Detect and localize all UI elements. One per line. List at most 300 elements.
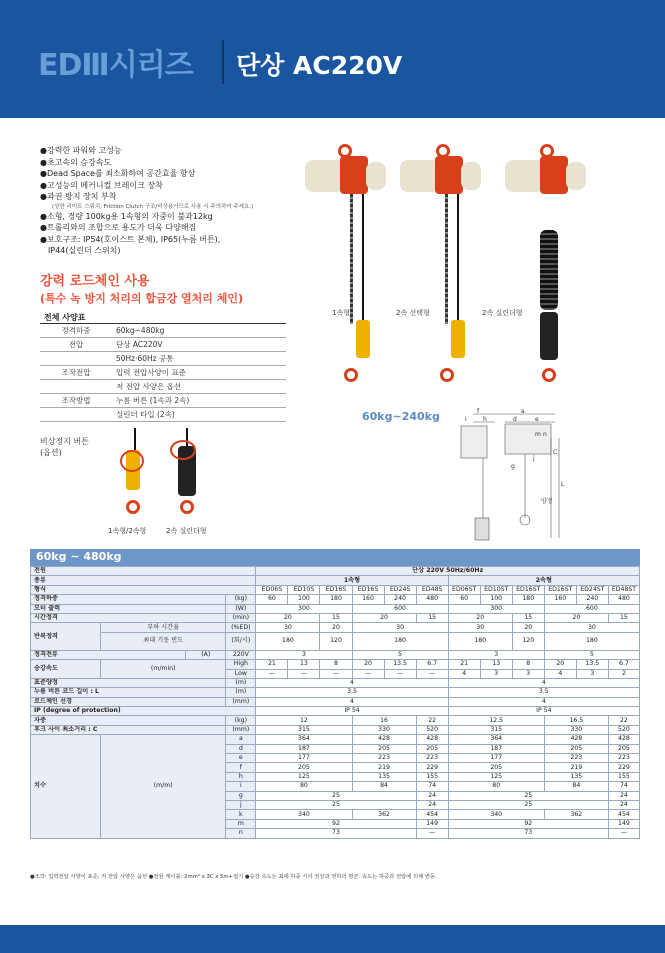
cell: 340 <box>256 810 352 819</box>
cell: 21 <box>448 660 480 669</box>
cell: 8 <box>512 660 544 669</box>
row-label: 전원 <box>31 567 256 576</box>
feature-item: ●고성능의 메커니컬 브레이크 장착 <box>40 180 163 190</box>
cell: 60 <box>448 595 480 604</box>
feature-item: ●과권 방지 장치 부착 <box>40 192 117 201</box>
spec-value: 저 전압 사양은 옵션 <box>112 380 286 394</box>
cell: 480 <box>608 595 639 604</box>
cell: 13 <box>288 660 320 669</box>
cell: 100 <box>288 595 320 604</box>
spec-key: 전압 <box>40 338 112 352</box>
cell: 600 <box>352 604 448 613</box>
hoist-body <box>305 160 345 192</box>
cell: 3 <box>256 650 352 659</box>
row-label: 정격전류 <box>31 650 186 659</box>
table-row <box>31 707 640 716</box>
cell: 60 <box>256 595 288 604</box>
cell: 3.5 <box>448 688 639 697</box>
cell: 315 <box>256 725 352 734</box>
cell: 80 <box>256 782 352 791</box>
cell: 15 <box>320 613 352 622</box>
estop-subtitle: (옵션) <box>40 448 62 457</box>
cell: 30 <box>256 623 320 632</box>
cell: 74 <box>608 782 639 791</box>
spec-key: 정격하중 <box>40 324 112 338</box>
spec-key <box>40 352 112 366</box>
spec-title: 전체 사양표 <box>44 313 86 322</box>
series-title: EDⅢ시리즈 <box>38 48 193 83</box>
product-caption: 2속 선택형 <box>396 309 430 317</box>
cell: 229 <box>608 763 639 772</box>
cell: 454 <box>608 810 639 819</box>
cell: 362 <box>544 810 608 819</box>
pendant-icon <box>451 320 465 358</box>
cell: 단상 220V 50Hz/60Hz <box>256 567 640 576</box>
cell: 73 <box>448 829 608 838</box>
table-row <box>31 716 640 725</box>
spec-main-table <box>30 566 640 839</box>
product-caption: 1속형 <box>332 309 350 317</box>
sub-label: 최대 기동 빈도 <box>101 632 226 650</box>
cell: 180 <box>352 632 448 650</box>
cell: 205 <box>352 744 416 753</box>
estop-title <box>40 436 89 458</box>
cell: 300 <box>256 604 352 613</box>
unit: (kg) <box>226 595 256 604</box>
cell: 24 <box>608 800 639 809</box>
sub-label: Low <box>226 669 256 678</box>
cell: 84 <box>544 782 608 791</box>
table-row <box>31 604 640 613</box>
cell: 428 <box>544 735 608 744</box>
cell: 22 <box>416 716 448 725</box>
cell: 125 <box>256 772 352 781</box>
coil-cord <box>540 230 558 310</box>
cell: 20 <box>256 613 320 622</box>
table-row <box>31 688 640 697</box>
pendant-cable <box>457 194 459 324</box>
spec-value: 60kg~480kg <box>112 324 286 338</box>
header-divider <box>222 40 224 84</box>
sub-label: 부하 시간율 <box>101 623 226 632</box>
row-label: 반복정격 <box>31 623 101 650</box>
cell: ED24S <box>384 585 416 594</box>
cell: 177 <box>256 754 352 763</box>
row-label: 후크 사이 최소거리 : C <box>31 725 226 734</box>
feature-item: ●초고속의 승강속도 <box>40 157 112 167</box>
unit: (kg) <box>226 716 256 725</box>
cell: 362 <box>352 810 416 819</box>
table-band-label: 60kg ~ 480kg <box>36 550 122 563</box>
cell: 135 <box>352 772 416 781</box>
cell: 3 <box>512 669 544 678</box>
hoist-motor <box>435 156 463 194</box>
cell: 15 <box>512 613 544 622</box>
cell: — <box>320 669 352 678</box>
cell: 6.7 <box>416 660 448 669</box>
table-row <box>31 678 640 687</box>
sub-label: m <box>226 819 256 828</box>
dimension-diagram <box>425 408 565 543</box>
estop-caption: 2속 실린더형 <box>166 527 207 535</box>
cell: 428 <box>416 735 448 744</box>
diagram-label: j <box>533 455 535 462</box>
cell: ED10ST <box>480 585 512 594</box>
cell: 12.5 <box>448 716 544 725</box>
cell: 180 <box>320 595 352 604</box>
cell: 4 <box>448 669 480 678</box>
cell: 330 <box>352 725 416 734</box>
sub-label: j <box>226 800 256 809</box>
sub-label: n <box>226 829 256 838</box>
cell: 84 <box>352 782 416 791</box>
hoist-body <box>461 162 481 190</box>
cell: — <box>416 669 448 678</box>
cell: 229 <box>416 763 448 772</box>
row-label: 누름 버튼 코드 길이 : L <box>31 688 226 697</box>
estop-highlight <box>120 450 144 472</box>
unit: (회/시) <box>226 632 256 650</box>
cell: 125 <box>448 772 544 781</box>
row-label: 종류 <box>31 576 256 585</box>
cell: 13 <box>480 660 512 669</box>
cell: 20 <box>352 660 384 669</box>
cell: — <box>384 669 416 678</box>
table-row <box>31 567 640 576</box>
cell: 155 <box>416 772 448 781</box>
cell: 187 <box>448 744 544 753</box>
cell: 12 <box>256 716 352 725</box>
cell: ED24ST <box>576 585 608 594</box>
cell: 74 <box>416 782 448 791</box>
cell: 20 <box>544 660 576 669</box>
cell: 160 <box>352 595 384 604</box>
cell: 428 <box>352 735 416 744</box>
diagram-label: C <box>553 449 558 456</box>
cell: 3 <box>480 669 512 678</box>
row-label: 표준양정 <box>31 678 226 687</box>
hoist-motor <box>340 156 368 194</box>
chain-subtitle: (특수 녹 방지 처리의 합금강 열처리 체인) <box>40 292 244 305</box>
feature-note: (상한 리미트 스위치, Friction Clutch 구조/비상용이므로 사용 시 주의하여 주세요.) <box>52 203 254 210</box>
table-row <box>31 613 640 622</box>
row-label: 승강속도 <box>31 660 101 679</box>
diagram-label: L <box>561 481 565 488</box>
sub-label: a <box>226 735 256 744</box>
sub-label: k <box>226 810 256 819</box>
cell: ED06ST <box>448 585 480 594</box>
feature-list <box>40 145 305 257</box>
unit: (A) <box>186 650 226 659</box>
cell: 240 <box>576 595 608 604</box>
cell: 24 <box>416 800 448 809</box>
hoist-body <box>366 162 386 190</box>
cylinder-switch <box>540 312 558 360</box>
cell: 13.5 <box>384 660 416 669</box>
cell: IP 54 <box>256 707 448 716</box>
hook-icon <box>542 368 556 382</box>
page-title: 단상 AC220V <box>236 51 403 80</box>
cell: 205 <box>256 763 352 772</box>
row-label: 모터 출력 <box>31 604 226 613</box>
unit: (m) <box>226 688 256 697</box>
feature-item: ●보호구조: IP54(호이스트 본체), IP65(누름 버튼), <box>40 234 221 244</box>
cell: 5 <box>544 650 639 659</box>
table-row <box>31 660 640 669</box>
cell: 135 <box>544 772 608 781</box>
cell: 4 <box>256 678 448 687</box>
cell: 3 <box>448 650 544 659</box>
diagram-label: e <box>535 416 539 423</box>
table-row <box>31 585 640 594</box>
cell: 240 <box>384 595 416 604</box>
table-row <box>31 632 640 650</box>
cell: 223 <box>416 754 448 763</box>
cell: 20 <box>320 623 352 632</box>
cell: 205 <box>608 744 639 753</box>
cell: 20 <box>544 613 608 622</box>
estop-title-text: 비상정지 버튼 <box>40 437 89 446</box>
diagram-label: f <box>477 408 480 415</box>
cell: — <box>288 669 320 678</box>
cell: 30 <box>544 623 639 632</box>
cell: ED16S <box>352 585 384 594</box>
cell: 24 <box>416 791 448 800</box>
cell: 4 <box>256 697 448 706</box>
row-label: 로드체인 선경 <box>31 697 226 706</box>
cell: 428 <box>608 735 639 744</box>
pendant-cable <box>134 428 136 452</box>
estop-caption: 1속형/2속형 <box>108 527 147 535</box>
spec-value: 단상 AC220V <box>112 338 286 352</box>
cell: — <box>608 829 639 838</box>
cell: 2 <box>608 669 639 678</box>
chain-title: 강력 로드체인 사용 <box>40 274 150 289</box>
feature-item: IP44(실린더 스위치) <box>48 246 121 255</box>
cell: 315 <box>448 725 544 734</box>
diagram-label: n <box>543 431 547 438</box>
footnote: ●조작: 입력전압 사양이 표준, 저 전압 사양은 옵션 ●전원 케이블: 2mm² x 3C x 5m+접지 ●승강 속도는 최대 하중 시의 권상과 권하의 평균. 속도는 하중과 전압에 의해 변동. <box>30 874 437 880</box>
cell: 480 <box>416 595 448 604</box>
diagram-label: i <box>465 416 467 423</box>
cell: 600 <box>544 604 639 613</box>
cell: 20 <box>352 613 416 622</box>
cell: 155 <box>608 772 639 781</box>
row-label: 치수 <box>31 735 101 838</box>
cell: 92 <box>256 819 416 828</box>
feature-item: ●소형, 경량 100kg용 1속형의 자중이 불과12kg <box>40 211 213 221</box>
load-chain <box>445 194 448 324</box>
cell: ED16ST <box>544 585 576 594</box>
cell: 3.5 <box>256 688 448 697</box>
cell: 15 <box>416 613 448 622</box>
cell: 364 <box>256 735 352 744</box>
row-label: 자중 <box>31 716 226 725</box>
hoist-motor <box>540 156 568 194</box>
cell: 149 <box>416 819 448 828</box>
spec-value: 입력 전압사양이 표준 <box>112 366 286 380</box>
cell: 205 <box>448 763 544 772</box>
cell: 24 <box>608 791 639 800</box>
cell: 15 <box>608 613 639 622</box>
range-label: 60kg~240kg <box>362 410 440 423</box>
spec-key <box>40 380 112 394</box>
product-caption: 2속 실린더형 <box>482 309 523 317</box>
cell: 30 <box>448 623 512 632</box>
cell: 5 <box>352 650 448 659</box>
cell: 25 <box>256 800 416 809</box>
cell: 20 <box>512 623 544 632</box>
hook-icon <box>344 368 358 382</box>
cell: 180 <box>544 632 639 650</box>
cell: ED16S <box>320 585 352 594</box>
cell: 330 <box>544 725 608 734</box>
unit: (min) <box>226 613 256 622</box>
cell: 520 <box>608 725 639 734</box>
cell: 364 <box>448 735 544 744</box>
load-chain <box>350 194 353 324</box>
cell: 223 <box>544 754 608 763</box>
cell: — <box>352 669 384 678</box>
page-footer <box>0 925 665 953</box>
sub-label: f <box>226 763 256 772</box>
feature-item: ●Dead Space를 최소화하여 공간효율 향상 <box>40 169 196 178</box>
pendant-cable <box>362 194 364 324</box>
cell: ED10S <box>288 585 320 594</box>
page-header <box>0 0 665 118</box>
cell: 1속형 <box>256 576 448 585</box>
hook-icon <box>180 500 194 514</box>
diagram-label: d <box>513 416 517 423</box>
cell: 3 <box>576 669 608 678</box>
unit: (mm) <box>226 697 256 706</box>
hoist-body <box>505 160 545 192</box>
table-row <box>31 595 640 604</box>
unit: (%ED) <box>226 623 256 632</box>
cell: 180 <box>448 632 512 650</box>
cell: 100 <box>480 595 512 604</box>
hoist-body <box>400 160 440 192</box>
cell: 219 <box>352 763 416 772</box>
cell: 4 <box>448 697 639 706</box>
table-row <box>31 623 640 632</box>
hoist-body <box>566 162 586 190</box>
cell: 20 <box>448 613 512 622</box>
spec-key: 조작방법 <box>40 394 112 408</box>
cell: ED48S <box>416 585 448 594</box>
table-row <box>31 697 640 706</box>
sub-label: 220V <box>226 650 256 659</box>
diagram-label: g <box>511 463 515 470</box>
row-label: 정격하중 <box>31 595 226 604</box>
spec-key <box>40 408 112 422</box>
cell: 13.5 <box>576 660 608 669</box>
spec-value: 50Hz·60Hz 공통 <box>112 352 286 366</box>
diagram-label: m <box>535 431 541 438</box>
sub-label: e <box>226 754 256 763</box>
cell: 4 <box>448 678 639 687</box>
sub-label: g <box>226 791 256 800</box>
cell: 25 <box>448 800 608 809</box>
cell: — <box>416 829 448 838</box>
cell: 30 <box>352 623 448 632</box>
cell: 160 <box>544 595 576 604</box>
cell: 21 <box>256 660 288 669</box>
row-label: 시간정격 <box>31 613 226 622</box>
row-label: 형식 <box>31 585 256 594</box>
sub-label: d <box>226 744 256 753</box>
sub-label: h <box>226 772 256 781</box>
cell: 73 <box>256 829 416 838</box>
table-row <box>31 735 640 744</box>
row-label: IP (degree of protection) <box>31 707 256 716</box>
cell: 92 <box>448 819 608 828</box>
cell: 180 <box>512 595 544 604</box>
hook-icon <box>126 500 140 514</box>
cell: 219 <box>544 763 608 772</box>
cell: 180 <box>256 632 320 650</box>
cell: 2속형 <box>448 576 639 585</box>
table-row <box>31 576 640 585</box>
unit: (m) <box>226 678 256 687</box>
cell: 223 <box>608 754 639 763</box>
cell: 22 <box>608 716 639 725</box>
cell: 177 <box>448 754 544 763</box>
spec-value: 누름 버튼 (1속과 2속) <box>112 394 286 408</box>
table-band <box>30 549 640 566</box>
cell: 454 <box>416 810 448 819</box>
cell: 25 <box>448 791 608 800</box>
cell: ED16ST <box>512 585 544 594</box>
feature-item: ●트롤리와의 조합으로 용도가 더욱 다양해짐 <box>40 223 197 232</box>
unit: (W) <box>226 604 256 613</box>
cell: 80 <box>448 782 544 791</box>
sub-label: High <box>226 660 256 669</box>
spec-table <box>40 323 286 422</box>
cell: 8 <box>320 660 352 669</box>
diagram-label: a <box>521 408 525 415</box>
cell: — <box>256 669 288 678</box>
cell: 4 <box>544 669 576 678</box>
cell: 205 <box>416 744 448 753</box>
cell: 520 <box>416 725 448 734</box>
diagram-label: h <box>483 416 487 423</box>
table-row <box>31 725 640 734</box>
cell: ED06S <box>256 585 288 594</box>
cell: 187 <box>256 744 352 753</box>
cell: 16.5 <box>544 716 608 725</box>
cell: ED48ST <box>608 585 639 594</box>
diagram-label: 양정 <box>541 498 553 505</box>
feature-item: ●강력한 파워와 고성능 <box>40 146 122 155</box>
cell: 6.7 <box>608 660 639 669</box>
unit: (m/m) <box>101 735 226 838</box>
table-row <box>31 650 640 659</box>
cell: 120 <box>320 632 352 650</box>
estop-highlight <box>170 440 196 460</box>
cell: 120 <box>512 632 544 650</box>
unit: (m/min) <box>101 660 226 679</box>
spec-value: 실린더 타입 (2속) <box>112 408 286 422</box>
spec-key: 조작전압 <box>40 366 112 380</box>
unit: (mm) <box>226 725 256 734</box>
cell: 300 <box>448 604 544 613</box>
pendant-icon <box>356 320 370 358</box>
hook-icon <box>440 368 454 382</box>
sub-label: i <box>226 782 256 791</box>
cell: 223 <box>352 754 416 763</box>
cell: 340 <box>448 810 544 819</box>
